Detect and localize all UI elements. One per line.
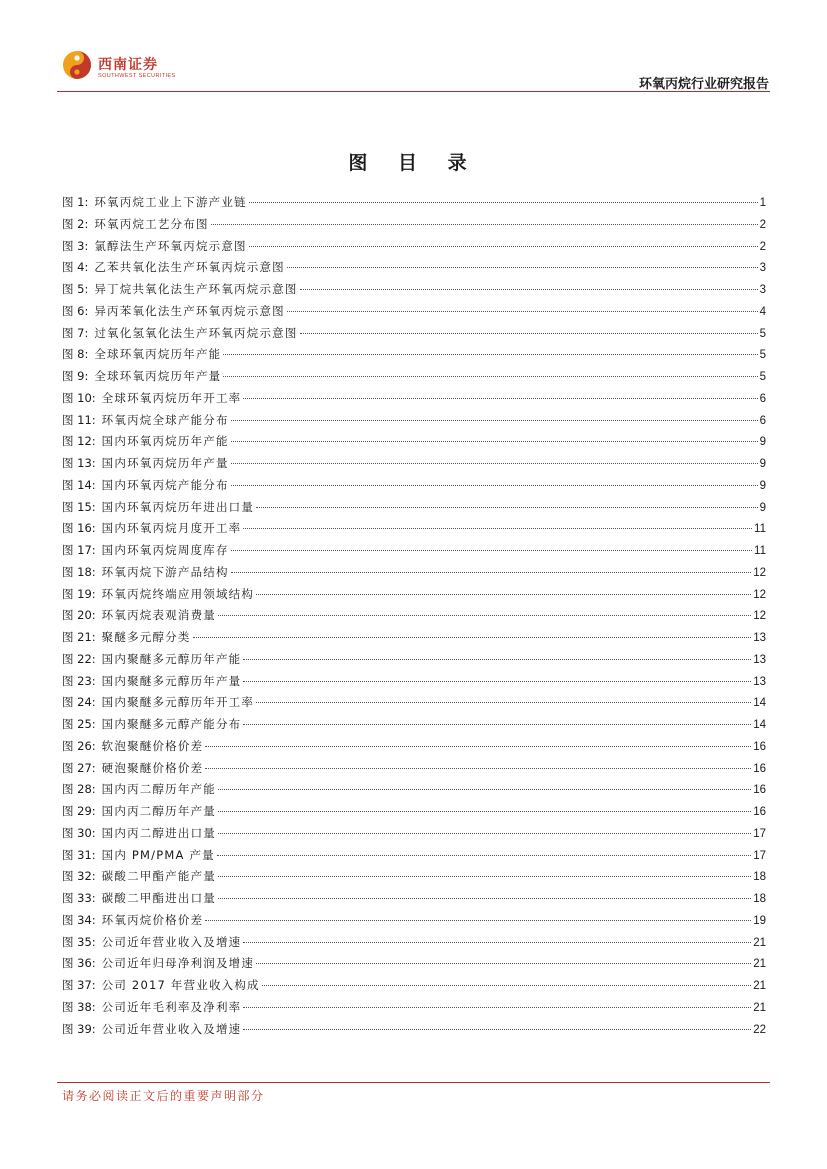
toc-entry[interactable] bbox=[62, 910, 766, 932]
toc-entry-title: 国内丙二醇历年产能 bbox=[101, 782, 216, 797]
toc-entry[interactable] bbox=[62, 475, 766, 497]
toc-dot-leader bbox=[243, 681, 751, 682]
page-header bbox=[0, 0, 827, 95]
toc-entry-page-number: 3 bbox=[759, 262, 766, 275]
toc-dot-leader bbox=[193, 637, 752, 638]
toc-entry-page-number: 17 bbox=[753, 849, 766, 862]
toc-entry-title: 全球环氧丙烷历年开工率 bbox=[101, 390, 242, 405]
toc-entry-page-number: 16 bbox=[753, 740, 766, 753]
toc-entry[interactable] bbox=[62, 431, 766, 453]
toc-dot-leader bbox=[256, 594, 751, 595]
toc-heading: 图 目 录 bbox=[348, 152, 479, 174]
toc-entry[interactable] bbox=[62, 301, 766, 323]
toc-entry[interactable] bbox=[62, 323, 766, 345]
toc-entry-page-number: 16 bbox=[753, 784, 766, 797]
toc-entry-label: 图 21: bbox=[62, 630, 96, 644]
toc-entry-title: 环氧丙烷工艺分布图 bbox=[94, 216, 209, 231]
toc-dot-leader bbox=[231, 485, 758, 486]
toc-entry-page-number: 13 bbox=[753, 653, 766, 666]
toc-entry[interactable] bbox=[62, 214, 766, 236]
toc-entry-title: 国内环氧丙烷周度库存 bbox=[101, 543, 229, 557]
toc-dot-leader bbox=[218, 833, 751, 834]
toc-dot-leader bbox=[205, 746, 751, 747]
toc-entry-title: 聚醚多元醇分类 bbox=[101, 630, 191, 644]
toc-entry-title: 国内环氧丙烷历年产量 bbox=[101, 456, 229, 470]
logo-english-name: SOUTHWEST SECURITIES bbox=[98, 73, 176, 79]
toc-entry-page-number: 5 bbox=[759, 327, 766, 340]
toc-dot-leader bbox=[243, 659, 751, 660]
toc-entry-label: 图 31: bbox=[62, 847, 96, 862]
toc-dot-leader bbox=[256, 702, 751, 703]
toc-entry-title: 国内 PM/PMA 产量 bbox=[101, 847, 215, 862]
toc-entry[interactable] bbox=[62, 801, 766, 823]
toc-entry-title: 全球环氧丙烷历年产能 bbox=[94, 347, 222, 362]
toc-entry-label: 图 25: bbox=[62, 717, 96, 731]
toc-entry-page-number: 2 bbox=[759, 240, 766, 253]
toc-entry[interactable] bbox=[62, 497, 766, 519]
toc-entry-title: 环氧丙烷全球产能分布 bbox=[101, 412, 229, 427]
toc-entry[interactable] bbox=[62, 1019, 766, 1041]
toc-entry-title: 乙苯共氧化法生产环氧丙烷示意图 bbox=[94, 260, 285, 275]
toc-entry-title: 异丙苯氧化法生产环氧丙烷示意图 bbox=[94, 303, 285, 318]
toc-entry-label: 图 12: bbox=[62, 434, 96, 449]
toc-entry[interactable] bbox=[62, 671, 766, 693]
toc-entry[interactable] bbox=[62, 758, 766, 780]
toc-entry-label: 图 17: bbox=[62, 543, 96, 557]
toc-entry-page-number: 11 bbox=[754, 523, 766, 536]
toc-entry-page-number: 9 bbox=[759, 458, 766, 470]
toc-entry[interactable] bbox=[62, 410, 766, 432]
toc-entry-label: 图 32: bbox=[62, 869, 96, 884]
toc-entry-title: 全球环氧丙烷历年产量 bbox=[94, 369, 222, 383]
toc-dot-leader bbox=[249, 202, 758, 203]
toc-entry[interactable] bbox=[62, 692, 766, 714]
toc-entry-label: 图 20: bbox=[62, 608, 96, 623]
toc-entry-page-number: 18 bbox=[753, 871, 766, 884]
toc-entry[interactable] bbox=[62, 584, 766, 606]
toc-dot-leader bbox=[243, 1007, 751, 1008]
toc-entry-page-number: 19 bbox=[753, 914, 766, 927]
toc-dot-leader bbox=[231, 420, 758, 421]
toc-entry-title: 国内丙二醇进出口量 bbox=[101, 825, 216, 840]
toc-entry-page-number: 5 bbox=[759, 371, 766, 383]
toc-entry-label: 图 6: bbox=[62, 303, 89, 318]
toc-entry-title: 公司近年营业收入及增速 bbox=[101, 1021, 242, 1036]
toc-entry-page-number: 9 bbox=[759, 501, 766, 514]
toc-entry-title: 公司近年毛利率及净利率 bbox=[101, 999, 242, 1014]
toc-dot-leader bbox=[211, 224, 758, 225]
toc-entry-title: 硬泡聚醚价格价差 bbox=[101, 760, 204, 775]
toc-entry-page-number: 21 bbox=[753, 958, 766, 971]
toc-entry[interactable] bbox=[62, 388, 766, 410]
toc-entry-title: 国内环氧丙烷历年进出口量 bbox=[101, 499, 255, 514]
toc-entry-page-number: 17 bbox=[753, 827, 766, 840]
toc-entry-title: 国内聚醚多元醇历年产量 bbox=[101, 673, 242, 688]
southwest-securities-logo-icon bbox=[62, 50, 92, 80]
toc-entry-label: 图 23: bbox=[62, 673, 96, 688]
toc-entry-page-number: 21 bbox=[753, 936, 766, 949]
toc-entry-page-number: 14 bbox=[753, 719, 766, 731]
toc-entry-title: 国内聚醚多元醇产能分布 bbox=[101, 717, 242, 731]
toc-entry-label: 图 18: bbox=[62, 564, 96, 579]
toc-dot-leader bbox=[256, 507, 758, 508]
toc-entry-title: 环氧丙烷表观消费量 bbox=[101, 608, 216, 623]
toc-dot-leader bbox=[223, 354, 757, 355]
toc-entry[interactable] bbox=[62, 932, 766, 954]
toc-dot-leader bbox=[231, 550, 752, 551]
toc-entry[interactable] bbox=[62, 562, 766, 584]
toc-entry-page-number: 13 bbox=[753, 632, 766, 644]
logo-chinese-name: 西南证券 bbox=[98, 57, 158, 73]
toc-entry-page-number: 2 bbox=[759, 218, 766, 231]
toc-entry-page-number: 12 bbox=[753, 610, 766, 623]
toc-dot-leader bbox=[243, 528, 752, 529]
toc-entry-title: 国内聚醚多元醇历年产能 bbox=[101, 651, 242, 666]
toc-entry[interactable] bbox=[62, 779, 766, 801]
toc-entry-label: 图 5: bbox=[62, 282, 89, 296]
toc-entry-page-number: 12 bbox=[753, 588, 766, 601]
toc-entry-page-number: 16 bbox=[753, 762, 766, 775]
toc-entry-page-number: 9 bbox=[759, 479, 766, 492]
toc-entry-label: 图 13: bbox=[62, 456, 96, 470]
toc-entry-page-number: 4 bbox=[759, 305, 766, 318]
toc-entry[interactable] bbox=[62, 866, 766, 888]
toc-entry[interactable] bbox=[62, 888, 766, 910]
toc-entry[interactable] bbox=[62, 997, 766, 1019]
toc-entry-label: 图 10: bbox=[62, 390, 96, 405]
toc-entry[interactable] bbox=[62, 279, 766, 301]
toc-dot-leader bbox=[243, 942, 751, 943]
toc-entry-label: 图 14: bbox=[62, 477, 96, 492]
toc-entry-label: 图 36: bbox=[62, 956, 96, 971]
toc-entry-title: 国内环氧丙烷历年产能 bbox=[101, 434, 229, 449]
toc-dot-leader bbox=[218, 811, 751, 812]
toc-entry-title: 过氧化氢氧化法生产环氧丙烷示意图 bbox=[94, 325, 298, 340]
toc-dot-leader bbox=[231, 441, 758, 442]
toc-entry-title: 软泡聚醚价格价差 bbox=[101, 738, 204, 753]
toc-entry-label: 图 27: bbox=[62, 760, 96, 775]
toc-entry-page-number: 3 bbox=[759, 284, 766, 296]
toc-entry-label: 图 7: bbox=[62, 325, 89, 340]
toc-entry-page-number: 11 bbox=[754, 545, 766, 557]
toc-entry-label: 图 30: bbox=[62, 825, 96, 840]
toc-entry-label: 图 29: bbox=[62, 804, 96, 818]
toc-entry-page-number: 5 bbox=[759, 349, 766, 362]
toc-dot-leader bbox=[218, 789, 751, 790]
toc-entry-label: 图 8: bbox=[62, 347, 89, 362]
toc-entry-page-number: 22 bbox=[753, 1023, 766, 1036]
toc-dot-leader bbox=[218, 615, 751, 616]
toc-entry-title: 国内环氧丙烷月度开工率 bbox=[101, 521, 242, 536]
toc-entry[interactable] bbox=[62, 823, 766, 845]
toc-entry-label: 图 9: bbox=[62, 369, 89, 383]
toc-dot-leader bbox=[262, 985, 751, 986]
toc-entry-label: 图 1: bbox=[62, 195, 89, 209]
toc-entry[interactable] bbox=[62, 453, 766, 475]
toc-entry-title: 碳酸二甲酯进出口量 bbox=[101, 891, 216, 905]
toc-entry-title: 环氧丙烷下游产品结构 bbox=[101, 564, 229, 579]
toc-entry-title: 公司近年归母净利润及增速 bbox=[101, 956, 255, 971]
footer-divider bbox=[57, 1082, 770, 1083]
toc-dot-leader bbox=[223, 376, 757, 377]
toc-dot-leader bbox=[205, 768, 751, 769]
toc-entry-label: 图 38: bbox=[62, 999, 96, 1014]
toc-entry-label: 图 37: bbox=[62, 978, 96, 992]
toc-entry-page-number: 14 bbox=[753, 697, 766, 710]
toc-dot-leader bbox=[243, 1029, 751, 1030]
toc-entry-label: 图 24: bbox=[62, 695, 96, 710]
toc-entry[interactable] bbox=[62, 627, 766, 649]
toc-dot-leader bbox=[217, 855, 751, 856]
toc-entry-title: 国内聚醚多元醇历年开工率 bbox=[101, 695, 255, 710]
toc-entry[interactable] bbox=[62, 736, 766, 758]
company-logo bbox=[62, 50, 182, 84]
toc-entry-label: 图 39: bbox=[62, 1021, 96, 1036]
toc-entry-page-number: 6 bbox=[759, 392, 766, 405]
toc-dot-leader bbox=[243, 724, 751, 725]
toc-entry-label: 图 28: bbox=[62, 782, 96, 797]
toc-entry[interactable] bbox=[62, 845, 766, 867]
toc-entry-label: 图 2: bbox=[62, 216, 89, 231]
toc-dot-leader bbox=[287, 311, 758, 312]
toc-entry-label: 图 4: bbox=[62, 260, 89, 275]
toc-entry[interactable] bbox=[62, 518, 766, 540]
toc-entry-title: 公司近年营业收入及增速 bbox=[101, 934, 242, 949]
toc-entry-title: 异丁烷共氧化法生产环氧丙烷示意图 bbox=[94, 282, 298, 296]
toc-dot-leader bbox=[256, 963, 751, 964]
toc-entry[interactable] bbox=[62, 975, 766, 997]
toc-entry[interactable] bbox=[62, 344, 766, 366]
toc-entry[interactable] bbox=[62, 953, 766, 975]
toc-dot-leader bbox=[300, 333, 758, 334]
toc-entry-page-number: 13 bbox=[753, 675, 766, 688]
toc-entry[interactable] bbox=[62, 714, 766, 736]
toc-entry-page-number: 6 bbox=[759, 414, 766, 427]
toc-entry-page-number: 12 bbox=[753, 566, 766, 579]
footer-disclaimer-notice: 请务必阅读正文后的重要声明部分 bbox=[62, 1089, 265, 1103]
toc-dot-leader bbox=[231, 463, 758, 464]
toc-entry-label: 图 3: bbox=[62, 238, 89, 253]
toc-entry[interactable] bbox=[62, 605, 766, 627]
toc-entry-title: 环氧丙烷工业上下游产业链 bbox=[94, 195, 247, 209]
toc-dot-leader bbox=[249, 246, 758, 247]
toc-dot-leader bbox=[300, 289, 758, 290]
toc-entry[interactable] bbox=[62, 236, 766, 258]
figure-table-of-contents bbox=[62, 192, 766, 1040]
toc-entry-title: 碳酸二甲酯产能产量 bbox=[101, 869, 216, 884]
toc-entry-page-number: 9 bbox=[759, 436, 766, 449]
toc-entry-label: 图 16: bbox=[62, 521, 96, 536]
toc-entry[interactable] bbox=[62, 192, 766, 214]
toc-entry-title: 环氧丙烷终端应用领域结构 bbox=[101, 586, 255, 601]
toc-entry-page-number: 1 bbox=[759, 197, 766, 209]
toc-entry-label: 图 22: bbox=[62, 651, 96, 666]
toc-entry-label: 图 35: bbox=[62, 934, 96, 949]
toc-dot-leader bbox=[287, 267, 758, 268]
toc-dot-leader bbox=[205, 920, 751, 921]
toc-dot-leader bbox=[218, 876, 751, 877]
toc-entry-page-number: 21 bbox=[753, 1001, 766, 1014]
toc-entry[interactable] bbox=[62, 257, 766, 279]
toc-dot-leader bbox=[218, 898, 751, 899]
toc-dot-leader bbox=[231, 572, 752, 573]
toc-dot-leader bbox=[243, 398, 757, 399]
header-divider bbox=[57, 91, 770, 92]
toc-entry-page-number: 18 bbox=[753, 893, 766, 905]
toc-entry-title: 国内丙二醇历年产量 bbox=[101, 804, 216, 818]
report-title: 环氧丙烷行业研究报告 bbox=[638, 77, 769, 92]
toc-entry-page-number: 21 bbox=[753, 980, 766, 992]
toc-entry-label: 图 26: bbox=[62, 738, 96, 753]
toc-entry[interactable] bbox=[62, 366, 766, 388]
toc-entry-label: 图 34: bbox=[62, 912, 96, 927]
toc-entry[interactable] bbox=[62, 649, 766, 671]
toc-entry-label: 图 15: bbox=[62, 499, 96, 514]
toc-entry-page-number: 16 bbox=[753, 806, 766, 818]
toc-entry-title: 氯醇法生产环氧丙烷示意图 bbox=[94, 238, 247, 253]
toc-entry-title: 国内环氧丙烷产能分布 bbox=[101, 477, 229, 492]
toc-entry-title: 公司 2017 年营业收入构成 bbox=[101, 978, 260, 992]
toc-entry-title: 环氧丙烷价格价差 bbox=[101, 912, 204, 927]
toc-entry-label: 图 33: bbox=[62, 891, 96, 905]
toc-entry-label: 图 11: bbox=[62, 412, 96, 427]
toc-entry[interactable] bbox=[62, 540, 766, 562]
toc-entry-label: 图 19: bbox=[62, 586, 96, 601]
